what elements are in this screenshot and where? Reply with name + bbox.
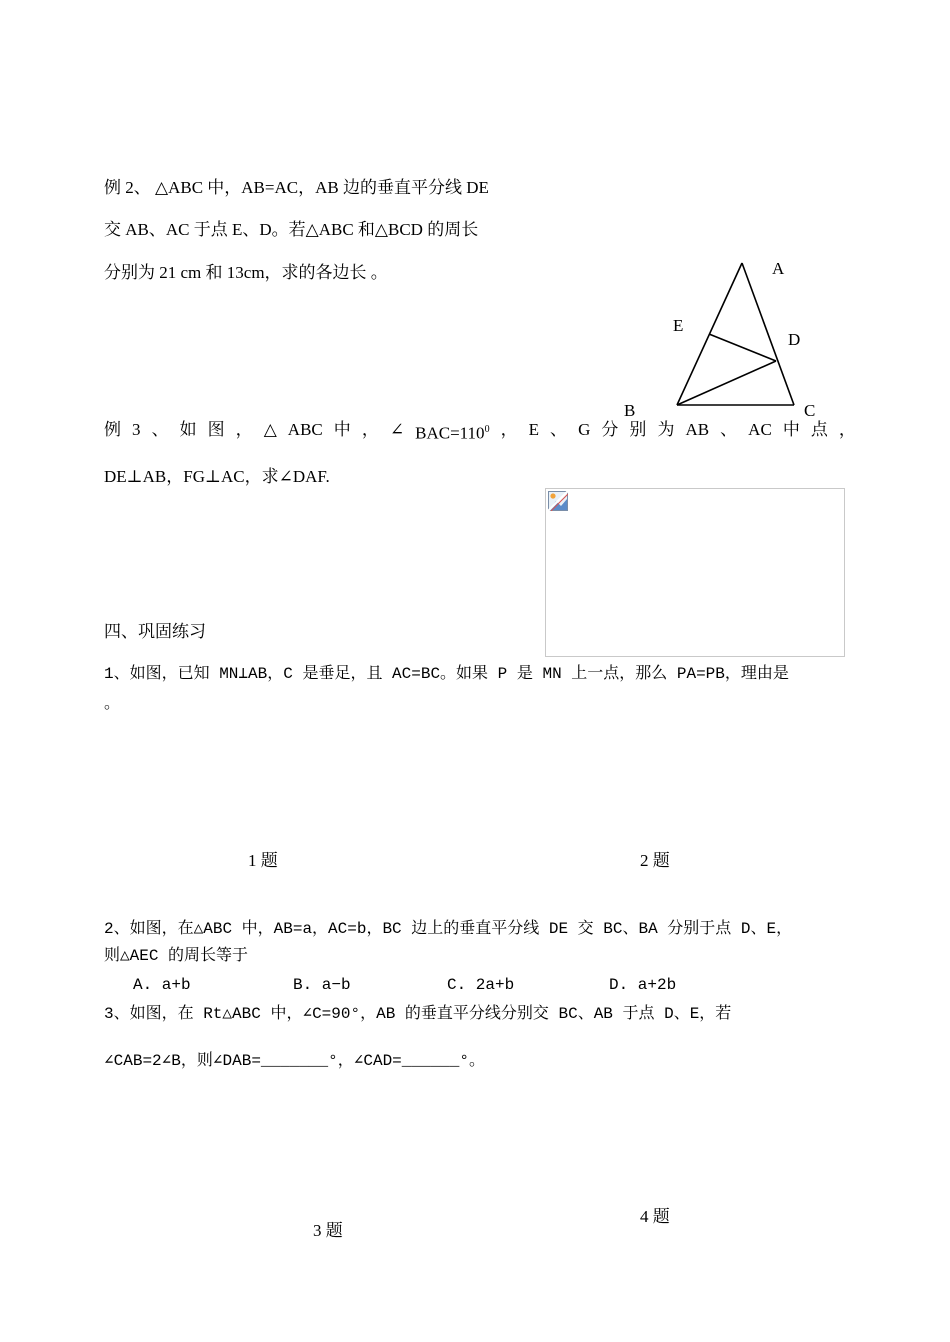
example3-line1	[104, 420, 856, 444]
fig4-caption: 4 题	[640, 1207, 670, 1226]
q2-option-d: D. a+2b	[609, 976, 677, 994]
ex3-token: 分	[601, 420, 619, 439]
ex3-token: E	[528, 420, 540, 439]
ex3-token: ABC	[287, 420, 323, 439]
ex3-token: 如	[179, 420, 197, 439]
ex3-token: AC	[748, 420, 772, 439]
example3-line2: DE⊥AB，FG⊥AC，求∠DAF.	[104, 467, 330, 486]
q2-option-a: A. a+b	[133, 976, 191, 994]
label-C: C	[804, 401, 816, 420]
ex3-token: 3	[132, 420, 141, 439]
q2-line1: 2、如图，在△ABC 中，AB=a，AC=b，BC 边上的垂直平分线 DE 交 BC、BA 分别于点 D、E，	[104, 920, 793, 938]
fig3-caption: 3 题	[313, 1221, 343, 1240]
broken-image-icon	[548, 491, 568, 511]
q3-line1: 3、如图，在 Rt△ABC 中，∠C=90°，AB 的垂直平分线分别交 BC、AB 于点 D、E，若	[104, 1005, 732, 1023]
ex3-token: 例	[104, 420, 121, 439]
ex3-token: 、	[720, 420, 738, 439]
label-E: E	[673, 316, 684, 335]
q1-line2: 。	[104, 695, 121, 713]
q3-line2: ∠CAB=2∠B，则∠DAB=_______°，∠CAD=______°。	[104, 1052, 485, 1070]
ex3-token: 中	[782, 420, 800, 439]
segment-BD	[677, 361, 776, 405]
side-AC	[742, 263, 794, 405]
ex3-token: 中	[333, 420, 351, 439]
label-D: D	[788, 330, 801, 349]
ex3-token: 点	[810, 420, 828, 439]
example2-line2: 交 AB、AC 于点 E、D。若△ABC 和△BCD 的周长	[104, 220, 479, 239]
broken-image-placeholder	[545, 488, 845, 657]
q2-option-c: C. 2a+b	[447, 976, 515, 994]
ex3-token: ，	[235, 420, 253, 439]
ex3-angle-value: $BAC=110^0$	[415, 423, 490, 443]
fig1-caption: 1 题	[248, 851, 278, 870]
ex3-token: △	[263, 420, 277, 439]
segment-ED	[709, 334, 776, 361]
section-title: 四、巩固练习	[104, 622, 206, 641]
label-B: B	[624, 401, 636, 420]
ex3-token: G	[578, 420, 591, 439]
degree-superscript: 0	[484, 424, 490, 435]
fig2-caption: 2 题	[640, 851, 670, 870]
ex3-token: ，	[361, 420, 379, 439]
ex3-token: ，	[838, 420, 856, 439]
ex3-token: 别	[629, 420, 647, 439]
ex3-token: 、	[151, 420, 169, 439]
ex3-token: 图	[207, 420, 225, 439]
q2-line2: 则△AEC 的周长等于	[104, 947, 249, 965]
example2-line3: 分别为 21 cm 和 13cm，求的各边长 。	[104, 263, 388, 282]
ex3-token: 为	[657, 420, 675, 439]
ex3-token: ，	[500, 420, 518, 439]
q1-line1: 1、如图，已知 MN⊥AB，C 是垂足，且 AC=BC。如果 P 是 MN 上一点，那么 PA=PB，理由是	[104, 665, 789, 683]
ex3-token: ∠	[389, 420, 405, 439]
q2-option-b: B. a−b	[293, 976, 351, 994]
label-A: A	[772, 259, 785, 278]
ex3-token: 、	[550, 420, 568, 439]
example2-line1: 例 2、 △ABC 中，AB=AC，AB 边的垂直平分线 DE	[104, 178, 489, 197]
ex3-token: AB	[685, 420, 710, 439]
